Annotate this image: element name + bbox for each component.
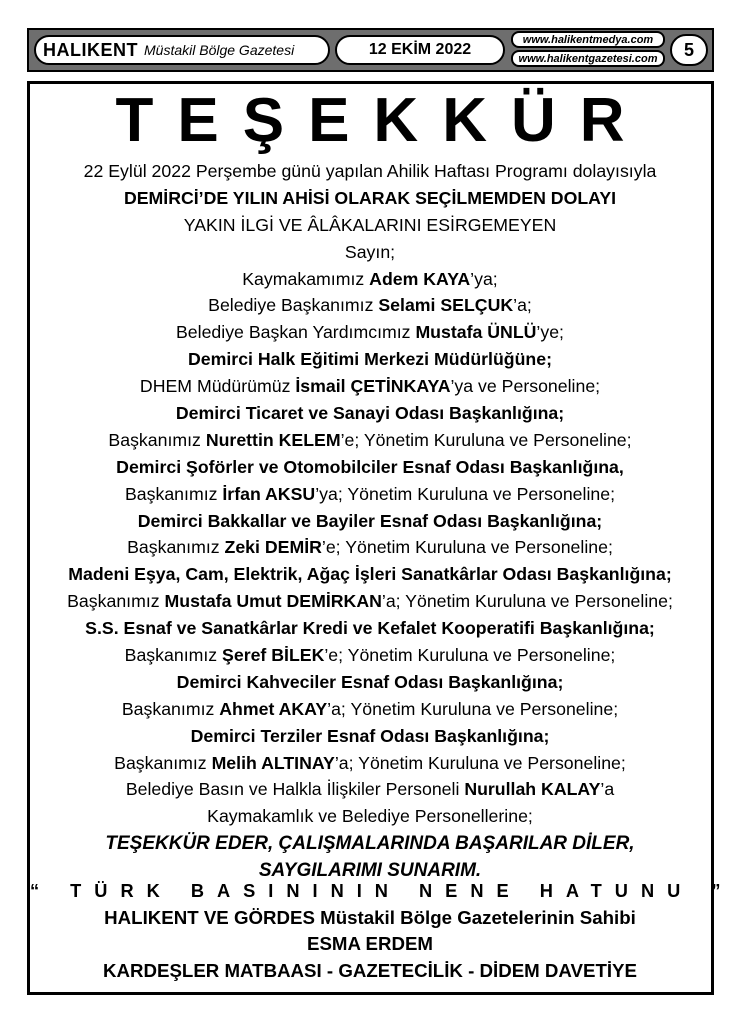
announcement-line	[30, 642, 710, 669]
emphasized-text: Selami SELÇUK	[378, 295, 514, 316]
paper-subtitle: Müstakil Bölge Gazetesi	[144, 42, 295, 58]
line-text: ’e; Yönetim Kuruluna ve Personeline;	[324, 645, 616, 666]
line-text: Kaymakamımız	[242, 268, 370, 289]
announcement-line	[30, 292, 710, 319]
line-text: Başkanımız	[121, 698, 220, 719]
announcement-line	[30, 669, 710, 696]
line-text: ’ya;	[470, 268, 498, 289]
line-text: ’a; Yönetim Kuruluna ve Personeline;	[327, 698, 619, 719]
line-text: Kaymakamlık ve Belediye Personellerine;	[207, 806, 533, 827]
line-text: ’ye;	[536, 322, 564, 343]
announcement-line	[30, 239, 710, 266]
website-link-2[interactable]: www.halikentgazetesi.com	[511, 50, 665, 67]
announcement-line	[30, 588, 710, 615]
newspaper-header	[27, 28, 714, 72]
announcement-line	[30, 615, 710, 642]
announcement-line	[30, 400, 710, 427]
emphasized-text: Demirci Şoförler ve Otomobilciler Esnaf Odası Başkanlığına,	[116, 456, 624, 477]
announcement-body	[30, 158, 710, 884]
announcement-footer	[30, 878, 734, 984]
line-text: YAKIN İLGİ VE ÂLÂKALARINI ESİRGEMEYEN	[183, 214, 557, 235]
line-text: ’ya; Yönetim Kuruluna ve Personeline;	[315, 483, 616, 504]
line-text: ’a;	[513, 295, 532, 316]
owner-line: HALIKENT VE GÖRDES Müstakil Bölge Gazetelerinin Sahibi	[104, 906, 636, 928]
announcement-line	[30, 212, 710, 239]
line-text: Başkanımız	[127, 537, 225, 558]
emphasized-text: İrfan AKSU	[222, 483, 316, 504]
announcement-line	[30, 266, 710, 293]
line-text: Belediye Başkanımız	[208, 295, 379, 316]
emphasized-text: S.S. Esnaf ve Sanatkârlar Kredi ve Kefalet Kooperatifi Başkanlığına;	[85, 618, 655, 639]
announcement-line	[30, 319, 710, 346]
website-link-1[interactable]: www.halikentmedya.com	[511, 31, 665, 48]
announcement-line	[30, 508, 710, 535]
line-text: Başkanımız	[114, 752, 212, 773]
line-text: ’a	[600, 779, 615, 800]
announcement-line	[30, 534, 710, 561]
emphasized-text: Mustafa ÜNLÜ	[415, 322, 537, 343]
issue-date: 12 EKİM 2022	[335, 35, 505, 65]
announcement-line	[30, 723, 710, 750]
announcement-line	[30, 481, 710, 508]
emphasized-text: Demirci Terziler Esnaf Odası Başkanlığına;	[190, 725, 550, 746]
emphasized-text: Nurettin KELEM	[205, 429, 341, 450]
paper-name: HALIKENT	[43, 39, 138, 60]
emphasized-text: Ahmet AKAY	[219, 698, 328, 719]
emphasized-text: Nurullah KALAY	[464, 779, 601, 800]
line-text: Başkanımız	[108, 429, 206, 450]
page-number: 5	[670, 34, 708, 66]
emphasized-text: TEŞEKKÜR EDER, ÇALIŞMALARINDA BAŞARILAR DİLER,	[105, 833, 635, 855]
line-text: Sayın;	[344, 241, 396, 262]
announcement-line	[30, 830, 710, 857]
announcement-line	[30, 561, 710, 588]
emphasized-text: Demirci Ticaret ve Sanayi Odası Başkanlığına;	[175, 403, 565, 424]
announcement-line	[30, 158, 710, 185]
line-text: ’e; Yönetim Kuruluna ve Personeline;	[321, 537, 613, 558]
line-text: Belediye Başkan Yardımcımız	[176, 322, 416, 343]
line-text: ’ya ve Personeline;	[450, 376, 601, 397]
sponsor-line: KARDEŞLER MATBAASI - GAZETECİLİK - DİDEM DAVETİYE	[103, 959, 637, 981]
emphasized-text: Mustafa Umut DEMİRKAN	[164, 591, 382, 612]
line-text: 22 Eylül 2022 Perşembe günü yapılan Ahilik Haftası Programı dolayısıyla	[83, 161, 657, 181]
line-text: DHEM Müdürümüz	[139, 376, 296, 397]
line-text: ’a; Yönetim Kuruluna ve Personeline;	[381, 591, 673, 612]
announcement-line	[30, 696, 710, 723]
emphasized-text: Demirci Kahveciler Esnaf Odası Başkanlığına;	[176, 671, 564, 692]
emphasized-text: Zeki DEMİR	[224, 537, 322, 558]
emphasized-text: Şeref BİLEK	[222, 645, 325, 666]
emphasized-text: İsmail ÇETİNKAYA	[295, 376, 451, 397]
line-text: Başkanımız	[67, 591, 165, 612]
line-text: Belediye Basın ve Halkla İlişkiler Personeli	[125, 779, 465, 800]
emphasized-text: Melih ALTINAY	[211, 752, 335, 773]
emphasized-text: Demirci Halk Eğitimi Merkezi Müdürlüğüne;	[188, 349, 552, 370]
motto: “ TÜRK BASINININ NENE HATUNU ”	[30, 880, 734, 901]
emphasized-text: Demirci Bakkallar ve Bayiler Esnaf Odası Başkanlığına;	[137, 510, 603, 531]
emphasized-text: DEMİRCİ’DE YILIN AHİSİ OLARAK SEÇİLMEMDEN DOLAYI	[123, 187, 617, 208]
announcement-line	[30, 454, 710, 481]
announcement-line	[30, 427, 710, 454]
announcement-title: TEŞEKKÜR	[115, 86, 649, 155]
line-text: ’e; Yönetim Kuruluna ve Personeline;	[340, 429, 632, 450]
owner-name: ESMA ERDEM	[307, 933, 433, 954]
emphasized-text: Adem KAYA	[369, 268, 471, 289]
emphasized-text: Madeni Eşya, Cam, Elektrik, Ağaç İşleri Sanatkârlar Odası Başkanlığına;	[68, 564, 672, 585]
announcement-line	[30, 750, 710, 777]
announcement-line	[30, 803, 710, 830]
announcement-line	[30, 346, 710, 373]
line-text: Başkanımız	[124, 483, 223, 504]
emphasized-text: SAYGILARIMI SUNARIM.	[258, 860, 482, 882]
line-text: Başkanımız	[124, 645, 223, 666]
paper-name-badge	[34, 35, 330, 65]
announcement-line	[30, 373, 710, 400]
announcement-line	[30, 185, 710, 212]
line-text: ’a; Yönetim Kuruluna ve Personeline;	[334, 752, 626, 773]
announcement-line	[30, 776, 710, 803]
